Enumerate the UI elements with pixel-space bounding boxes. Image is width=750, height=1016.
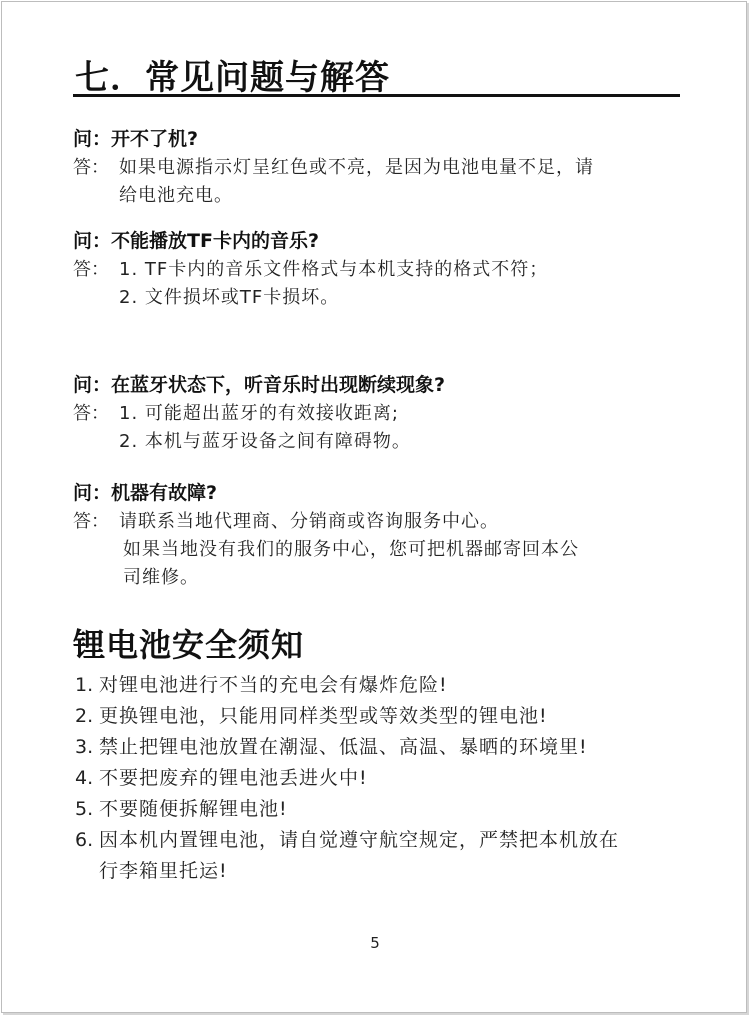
item-number: 1. — [75, 674, 94, 696]
item-text: 禁止把锂电池放置在潮湿、低温、高温、暴晒的环境里! — [99, 736, 588, 758]
faq-answer — [73, 400, 693, 456]
safety-item-1 — [75, 670, 695, 701]
faq-item-2 — [73, 226, 693, 312]
item-text: 更换锂电池，只能用同样类型或等效类型的锂电池! — [99, 705, 548, 727]
faq-question: 问：开不了机? — [73, 128, 199, 150]
safety-item-6 — [75, 825, 695, 887]
faq-answer — [73, 256, 693, 312]
safety-section-title: 锂电池安全须知 — [73, 626, 305, 664]
answer-prefix: 答： — [73, 259, 109, 280]
safety-item-2 — [75, 701, 695, 732]
faq-question: 问：不能播放TF卡内的音乐? — [73, 230, 319, 252]
answer-line: 1. 可能超出蓝牙的有效接收距离; — [119, 403, 399, 424]
item-text: 因本机内置锂电池，请自觉遵守航空规定，严禁把本机放在 — [99, 829, 620, 851]
faq-item-3 — [73, 370, 693, 456]
item-text: 行李箱里托运! — [99, 860, 228, 882]
item-number: 4. — [75, 767, 94, 789]
answer-line: 1. TF卡内的音乐文件格式与本机支持的格式不符； — [119, 259, 549, 280]
item-text: 不要随便拆解锂电池! — [99, 798, 288, 820]
answer-line: 如果当地没有我们的服务中心，您可把机器邮寄回本公 — [123, 539, 579, 560]
safety-item-3 — [75, 732, 695, 763]
faq-answer — [73, 508, 693, 592]
safety-list — [75, 670, 695, 887]
faq-item-4 — [73, 478, 693, 592]
answer-prefix: 答： — [73, 511, 109, 532]
item-text: 对锂电池进行不当的充电会有爆炸危险! — [99, 674, 448, 696]
title-underline — [73, 94, 680, 97]
safety-item-5 — [75, 794, 695, 825]
item-number: 6. — [75, 829, 94, 851]
answer-line: 司维修。 — [123, 567, 199, 588]
faq-question: 问：机器有故障? — [73, 482, 218, 504]
safety-item-4 — [75, 763, 695, 794]
page-number: 5 — [370, 934, 380, 952]
page-title: 七．常见问题与解答 — [75, 58, 390, 98]
answer-line: 2. 本机与蓝牙设备之间有障碍物。 — [119, 431, 411, 452]
faq-item-1 — [73, 124, 693, 210]
item-text: 不要把废弃的锂电池丢进火中! — [99, 767, 368, 789]
answer-line: 请联系当地代理商、分销商或咨询服务中心。 — [119, 511, 499, 532]
answer-prefix: 答： — [73, 157, 109, 178]
item-number: 2. — [75, 705, 94, 727]
answer-line: 如果电源指示灯呈红色或不亮，是因为电池电量不足，请 — [119, 157, 594, 178]
answer-prefix: 答： — [73, 403, 109, 424]
faq-question: 问：在蓝牙状态下，听音乐时出现断续现象? — [73, 374, 446, 396]
answer-line: 2. 文件损坏或TF卡损坏。 — [119, 287, 340, 308]
answer-line: 给电池充电。 — [119, 185, 233, 206]
faq-answer — [73, 154, 693, 210]
item-number: 3. — [75, 736, 94, 758]
item-number: 5. — [75, 798, 94, 820]
